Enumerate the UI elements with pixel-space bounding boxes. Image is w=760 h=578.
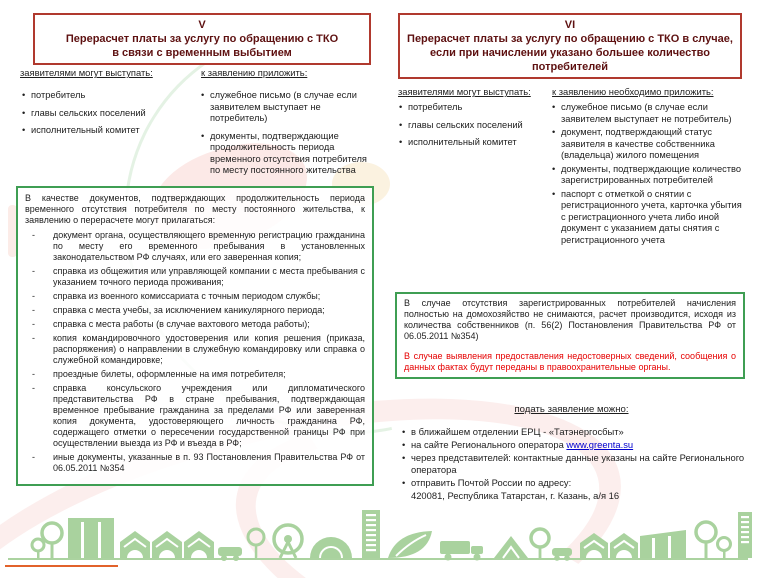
list-item: • главы сельских поселений: [399, 120, 549, 132]
right-applicants-list: [399, 102, 549, 155]
submit-option-website-text: на сайте Регионального оператора: [411, 439, 567, 450]
list-item: • служебное письмо (в случае если заявителем выступает не потребитель): [552, 102, 748, 125]
list-item: • документы, подтверждающие количество зарегистрированных потребителей: [552, 164, 748, 187]
doc-item: - справка консульского учреждения или дипломатического представительства РФ в стране пребывания, подтверждающая временное пребывание гражданина за пределами РФ или заверенная копия документа, удостоверяющего личность гражданина РФ, содержащего отметки о пересечении государственной границы РФ при осуществлении выезда из РФ и въезда в РФ;: [25, 383, 365, 449]
list-item: • исполнительный комитет: [399, 137, 549, 149]
submit-option-mail: • отправить Почтой России по адресу:: [402, 477, 748, 489]
section-v-header: [33, 13, 371, 65]
docs-box-intro: В качестве документов, подтверждающих продолжительность периода временного отсутствия потребителя по месту постоянного жительства, к заявлению о перерасчете могут прилагаться:: [25, 193, 365, 225]
cityscape-illustration: [0, 508, 760, 572]
doc-item: - справка из военного комиссариата с точным периодом службы;: [25, 291, 365, 302]
submit-option-mail-address: 420081, Республика Татарстан, г. Казань, а/я 16: [411, 490, 620, 501]
list-item: • исполнительный комитет: [22, 125, 192, 137]
doc-item: - справка из общежития или управляющей компании с места пребывания с указанием точного периода проживания;: [25, 266, 365, 288]
supporting-documents-box: [16, 186, 374, 486]
section-vi-title-line1: Перерасчет платы за услугу по обращению с ТКО в случае,: [407, 33, 733, 45]
list-item: • главы сельских поселений: [22, 108, 192, 120]
notice-warning-text: В случае выявления предоставления недостоверных сведений, сообщения о данных фактах будут переданы в правоохранительные органы.: [404, 351, 736, 372]
list-item: • документы, подтверждающие продолжительность периода временного отсутствия потребителя по месту постоянного жительства: [201, 131, 378, 177]
list-item: • документ, подтверждающий статус заявителя в качестве собственника (владельца) жилого помещения: [552, 127, 748, 162]
doc-item: - документ органа, осуществляющего временную регистрацию гражданина по месту его временного пребывания в установленных законодательством РФ случаях, или его заверенная копия;: [25, 230, 365, 263]
doc-item: - иные документы, указанные в п. 93 Постановления Правительства РФ от 06.05.2011 №354: [25, 452, 365, 474]
left-applicants-heading: заявителями могут выступать:: [20, 67, 153, 78]
doc-item: - проездные билеты, оформленные на имя потребителя;: [25, 369, 365, 380]
doc-item: - копия командировочного удостоверения или копия решения (приказа, распоряжения) о направлении в служебную командировку или справка о служебной командировке;: [25, 333, 365, 366]
section-v-title-line1: Перерасчет платы за услугу по обращению с ТКО: [65, 33, 339, 45]
regional-operator-link[interactable]: www.greenta.su: [566, 439, 634, 450]
left-applicants-list: [22, 90, 192, 143]
list-item: • служебное письмо (в случае если заявителем выступает не потребитель): [201, 90, 378, 125]
notice-box: [395, 292, 745, 379]
left-attach-heading: к заявлению приложить:: [201, 67, 308, 78]
left-attachments-list: [201, 90, 378, 183]
section-vi-number: VI: [564, 19, 576, 31]
submit-options-list: [402, 426, 748, 502]
submit-heading: подать заявление можно:: [514, 404, 629, 415]
section-v-title-line2: в связи с временным выбытием: [112, 47, 292, 59]
right-attachments-list: [552, 102, 748, 248]
section-vi-header: [398, 13, 742, 79]
section-vi-title-line3: потребителей: [532, 61, 608, 73]
orange-accent-line: [5, 565, 118, 567]
submit-option-website: [402, 439, 748, 451]
submit-option-erc: • в ближайшем отделении ЕРЦ - «Татэнергосбыт»: [402, 426, 748, 438]
right-attach-heading: к заявлению необходимо приложить:: [552, 86, 714, 97]
list-item: • паспорт с отметкой о снятии с регистрационного учета, карточка убытия с регистрационного учета либо иной документ с указанием даты снятия с регистрационного учета: [552, 189, 748, 247]
section-v-number: V: [198, 19, 206, 31]
list-item: • потребитель: [22, 90, 192, 102]
notice-normal-text: В случае отсутствия зарегистрированных потребителей начисления полностью на домохозяйство не снимаются, расчет производится, исходя из количества собственников (п. 56(2) Постановления Правительства РФ от 06.05.2011 №354): [404, 298, 736, 341]
section-vi-title-line2: если при начислении указано большее количество: [430, 47, 710, 59]
right-applicants-heading: заявителями могут выступать:: [398, 86, 531, 97]
doc-item: - справка с места учебы, за исключением каникулярного периода;: [25, 305, 365, 316]
doc-item: - справка с места работы (в случае вахтового метода работы);: [25, 319, 365, 330]
list-item: • потребитель: [399, 102, 549, 114]
submit-option-representatives: • через представителей: контактные данные указаны на сайте Регионального оператора: [402, 452, 748, 476]
